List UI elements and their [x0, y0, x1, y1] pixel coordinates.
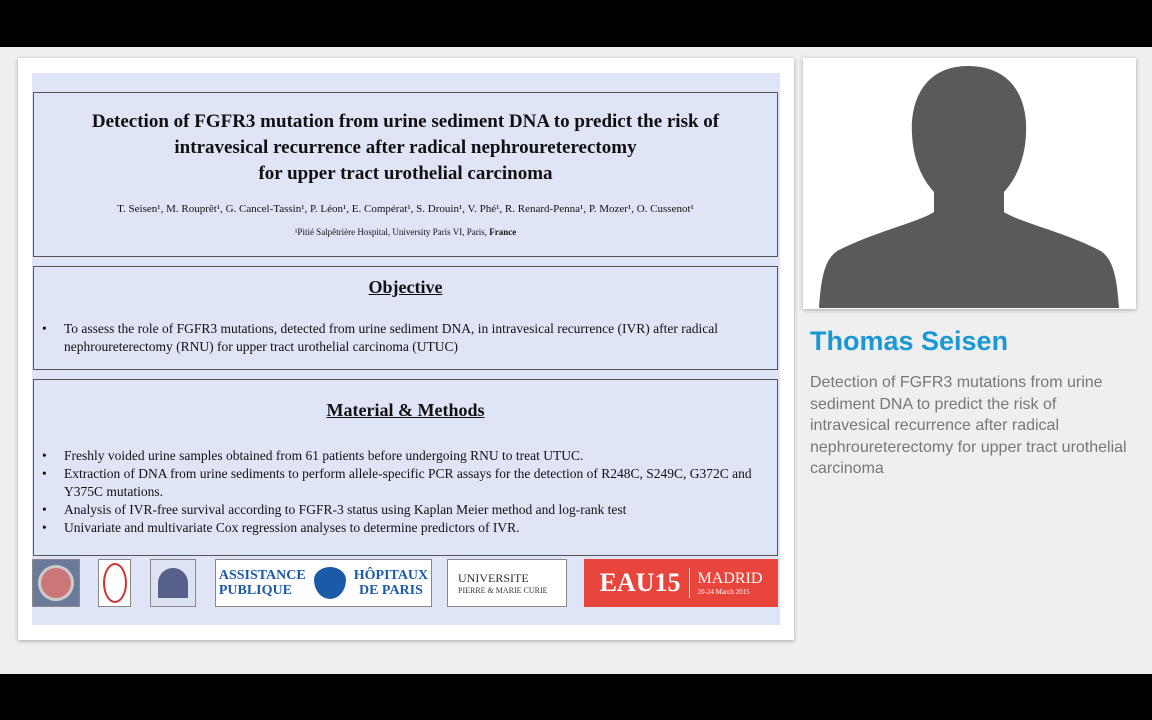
objective-box: [33, 266, 778, 370]
title-line: Detection of FGFR3 mutation from urine sediment DNA to predict the risk of: [91, 111, 720, 132]
aphp-text: DE PARIS: [358, 583, 423, 598]
eau-dates: 20-24 March 2015: [697, 588, 750, 596]
aphp-text: ASSISTANCE: [218, 568, 306, 583]
speaker-photo-placeholder: [803, 58, 1136, 309]
methods-bullet: • Freshly voided urine samples obtained from 61 patients before undergoing RNU to treat UTUC.: [34, 447, 777, 465]
methods-bullet: • Univariate and multivariate Cox regression analyses to determine predictors of IVR.: [34, 519, 777, 537]
speaker-name: Thomas Seisen: [810, 326, 1009, 356]
aphp-text: HÔPITAUX: [353, 568, 429, 583]
eau15-madrid-logo: [584, 559, 778, 607]
upmc-text: PIERRE & MARIE CURIE: [458, 586, 548, 595]
objective-heading: Objective: [368, 277, 443, 297]
methods-bullet: • Extraction of DNA from urine sediments to perform allele-specific PCR assays for the detection of R248C, S249C, G372C and Y375C mutations.: [34, 465, 777, 501]
methods-box: [33, 379, 778, 556]
bottom-letterbox: [0, 674, 1152, 720]
title-line: for upper tract urothelial carcinoma: [258, 163, 553, 184]
eau-city: MADRID: [697, 570, 763, 587]
poster-title: [34, 109, 777, 187]
affiliation: [34, 227, 777, 237]
aphp-logo: [215, 559, 432, 607]
hospital-building-logo: [150, 559, 196, 607]
poster: [32, 73, 780, 625]
methods-heading: Material & Methods: [326, 400, 485, 420]
association-logo: [32, 559, 80, 607]
objective-bullet: • To assess the role of FGFR3 mutations, detected from urine sediment DNA, in intravesical recurrence (IVR) after radical nephroureterectomy (RNU) for upper tract urothelial carcinoma (UTUC): [34, 320, 777, 356]
affiliation-text: ¹Pitié Salpêtrière Hospital, University Paris VI, Paris,: [294, 227, 490, 237]
upmc-logo: [447, 559, 567, 607]
authors: T. Seisen¹, M. Rouprêt¹, G. Cancel-Tassin¹, P. Léon¹, E. Compérat¹, S. Drouin¹, V. Phé¹, R. Renard-Penna¹, P. Mozer¹, O. Cussenot¹: [117, 203, 694, 215]
slide-panel: [18, 58, 794, 640]
affiliation-country: France: [489, 227, 517, 237]
top-letterbox: [0, 0, 1152, 47]
aphp-text: PUBLIQUE: [218, 583, 292, 598]
person-silhouette-icon: [803, 58, 1136, 309]
society-logo: [98, 559, 131, 607]
talk-description: Detection of FGFR3 mutations from urine sediment DNA to predict the risk of intravesical recurrence after radical nephroureterectomy for upper tract urothelial carcinoma: [810, 374, 1127, 477]
methods-bullet: • Analysis of IVR-free survival according to FGFR-3 status using Kaplan Meier method and log-rank test: [34, 501, 777, 519]
title-line: intravesical recurrence after radical nephroureterectomy: [174, 137, 637, 158]
title-box: [33, 92, 778, 257]
logos-row: [32, 559, 780, 609]
upmc-text: UNIVERSITE: [458, 571, 529, 585]
eau-text: EAU15: [599, 568, 681, 597]
